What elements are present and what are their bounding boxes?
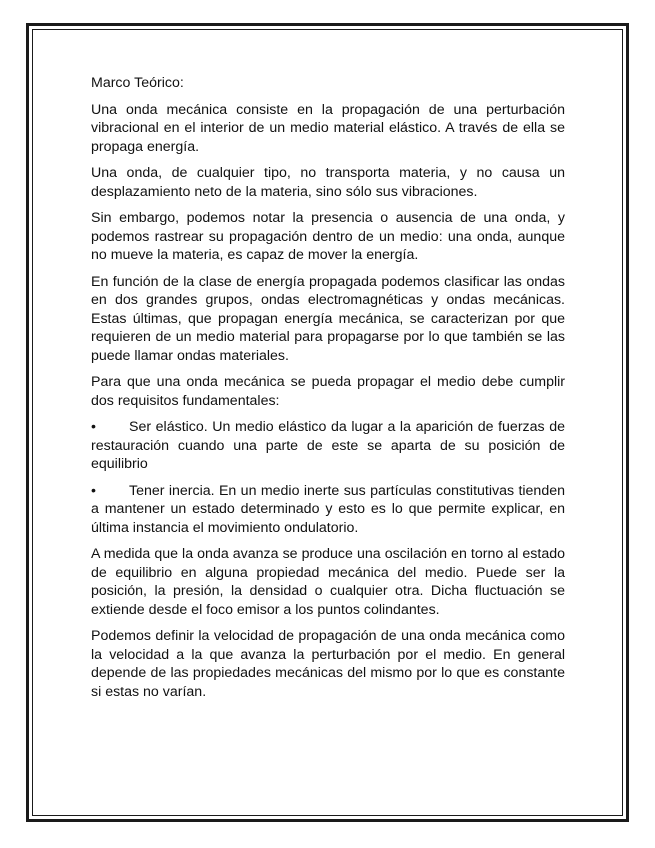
paragraph-requirements-intro: Para que una onda mecánica se pueda propagar el medio debe cumplir dos requisitos fundamentales: xyxy=(91,374,565,409)
list-item xyxy=(91,418,565,474)
paragraph-wave-classification: En función de la clase de energía propagada podemos clasificar las ondas en dos grandes grupos, ondas electromagnéticas y ondas mecánicas. Estas últimas, que propagan energía mecánica, se caracterizan por que requieren de un medio material para propagarse por lo que también se las puede llamar ondas materiales. xyxy=(91,273,565,364)
paragraph-wave-detection: Sin embargo, podemos notar la presencia o ausencia de una onda, y podemos rastrear su propagación dentro de un medio: una onda, aunque no mueve la materia, es capaz de mover la energía. xyxy=(91,210,565,263)
list-item-text: Tener inercia. En un medio inerte sus partículas constitutivas tienden a mantener un estado determinado y esto es lo que permite explicar, en última instancia el movimiento ondulatorio. xyxy=(91,482,565,536)
paragraph-oscillation: A medida que la onda avanza se produce una oscilación en torno al estado de equilibrio en alguna propiedad mecánica del medio. Puede ser la posición, la presión, la densidad o cualquier otra. Dicha fluctuación se extiende desde el foco emisor a los puntos colindantes. xyxy=(91,546,565,618)
bullet-icon: • xyxy=(91,419,96,435)
bullet-icon: • xyxy=(91,482,96,499)
paragraph-wave-definition: Una onda mecánica consiste en la propagación de una perturbación vibracional en el interior de un medio material elástico. A través de ella se propaga energía. xyxy=(91,101,565,155)
list-item-text: Ser elástico. Un medio elástico da lugar a la aparición de fuerzas de restauración cuando una parte de este se aparta de su posición de equilibrio xyxy=(91,419,565,472)
paragraph-propagation-speed: Podemos definir la velocidad de propagación de una onda mecánica como la velocidad a la que avanza la perturbación por el medio. En general depende de las propiedades mecánicas del mismo por lo que es constante si estas no varían. xyxy=(91,628,565,700)
paragraph-no-matter-transport: Una onda, de cualquier tipo, no transporta materia, y no causa un desplazamiento neto de la materia, sino sólo sus vibraciones. xyxy=(91,165,565,200)
section-heading: Marco Teórico: xyxy=(91,75,184,91)
document-body xyxy=(91,74,565,709)
list-item xyxy=(91,482,565,538)
